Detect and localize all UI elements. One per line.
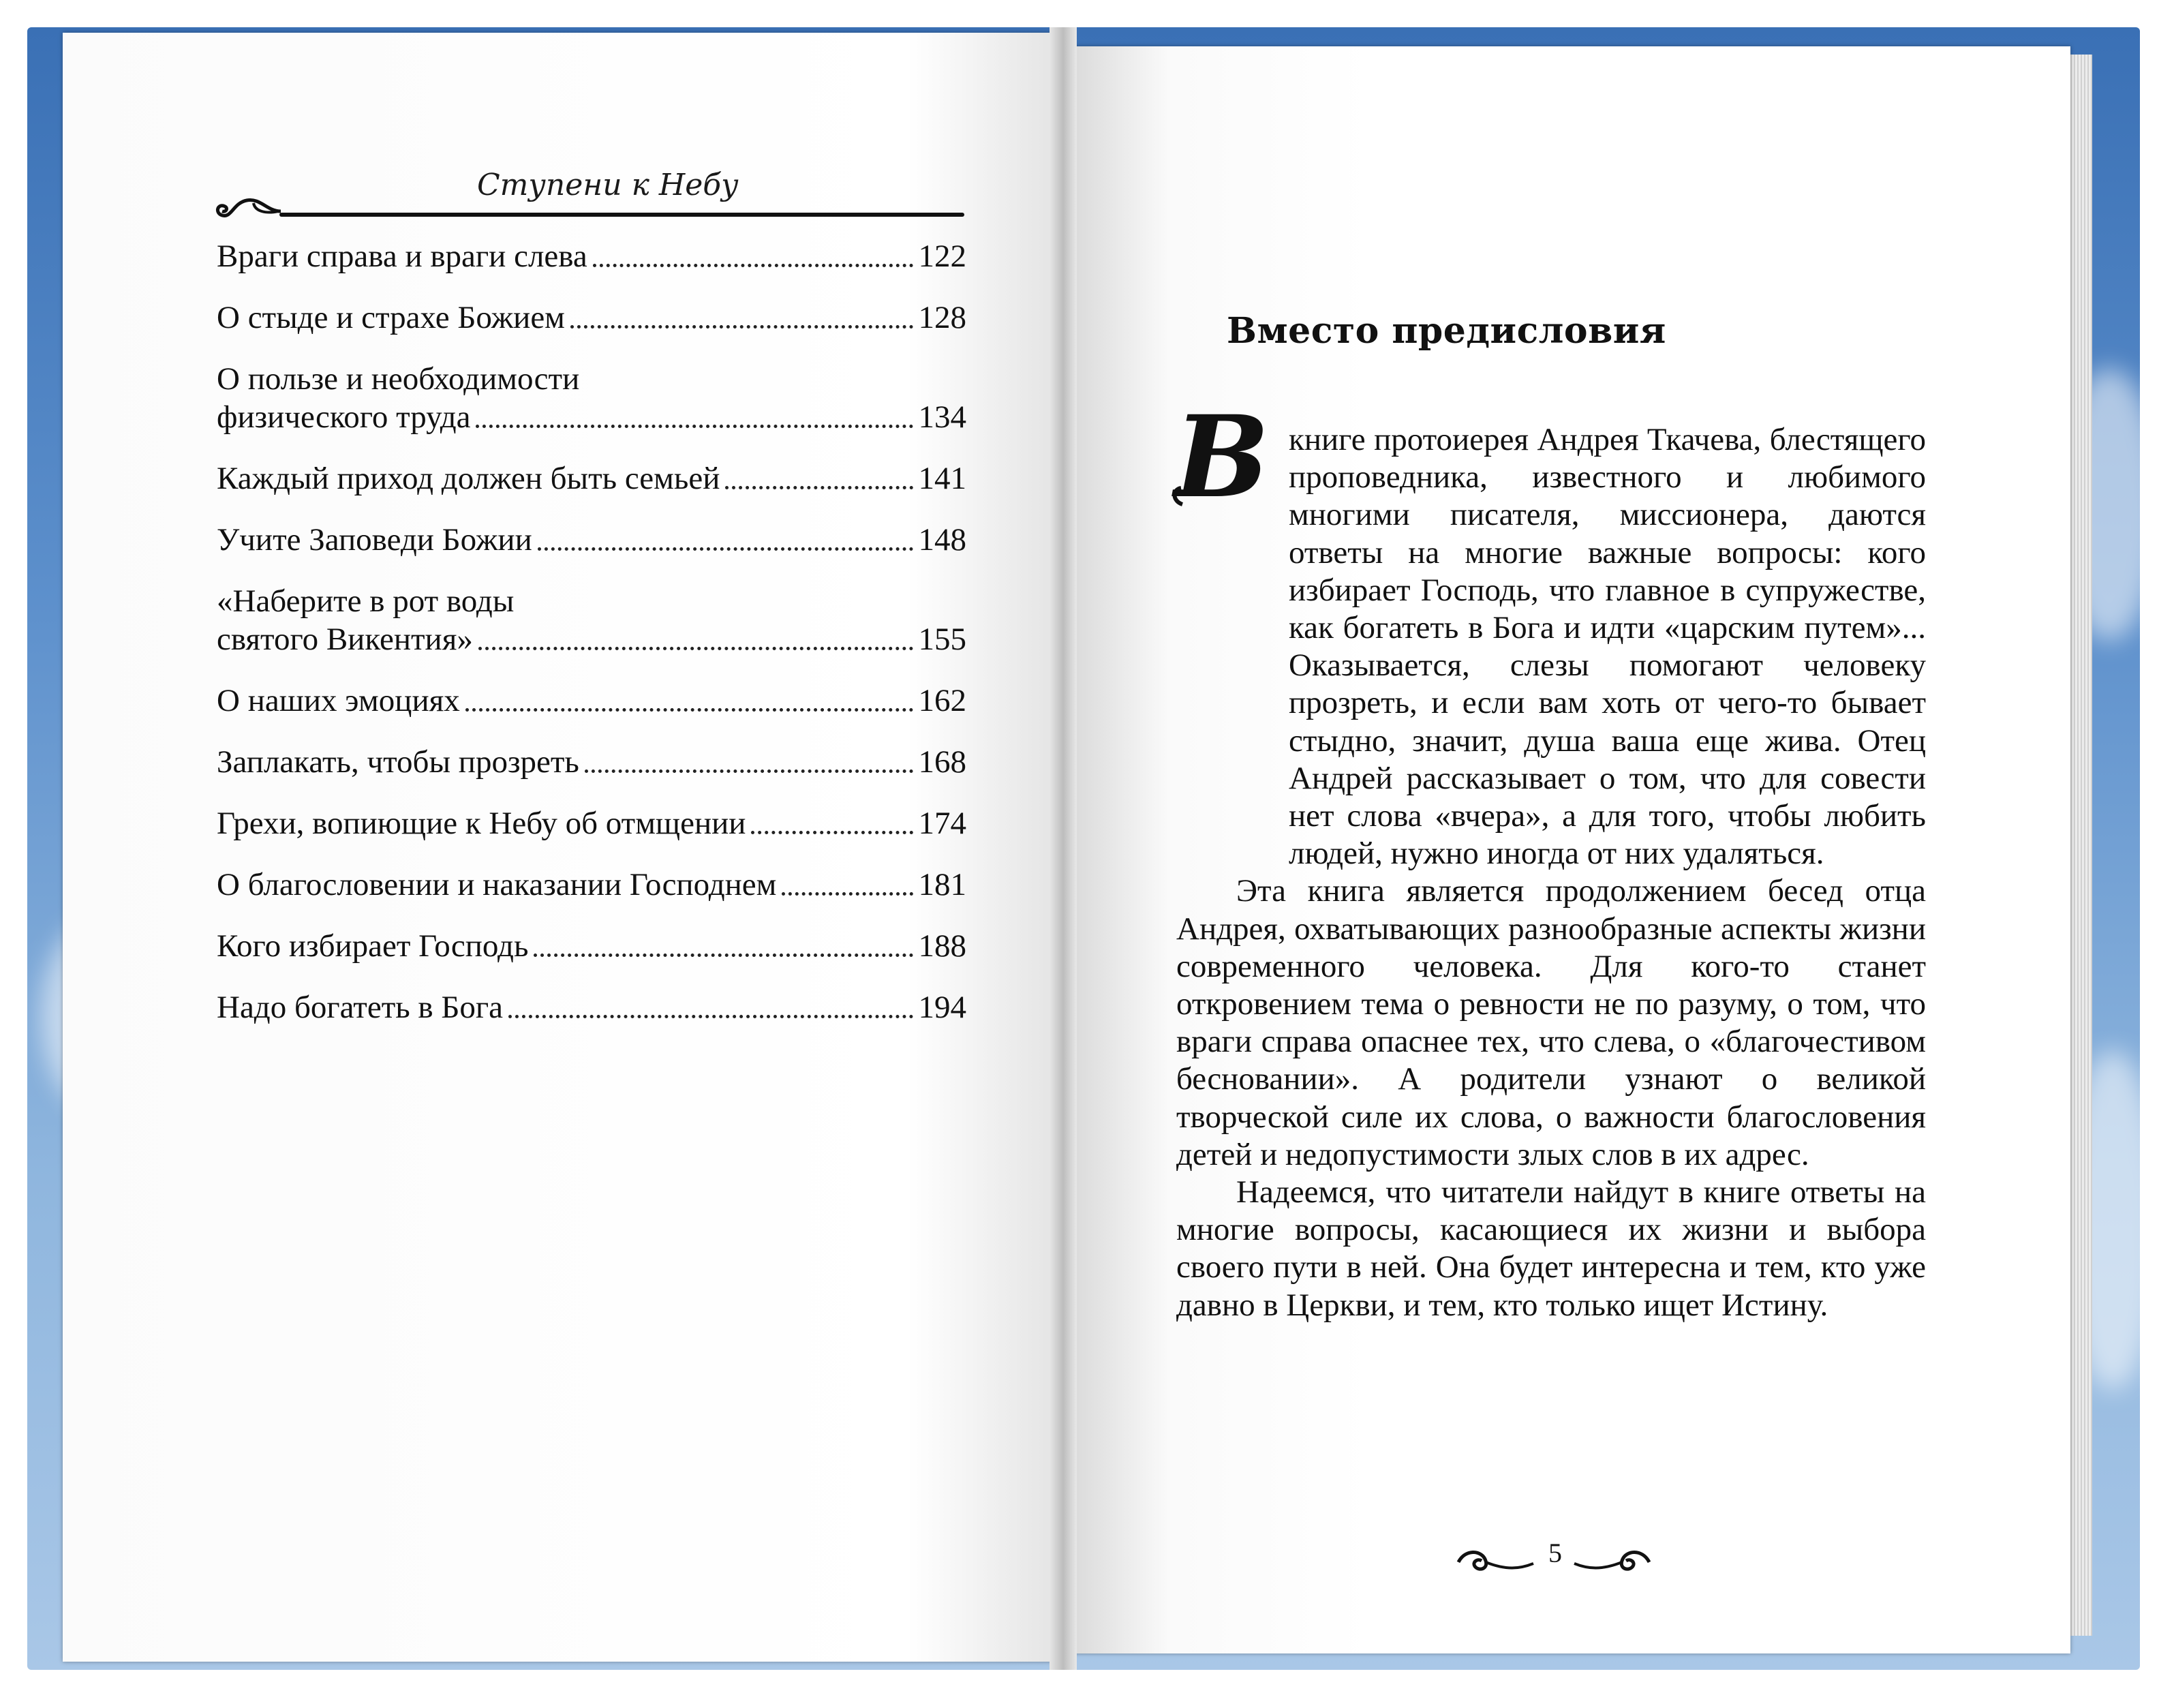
toc-entry-title: святого Викентия»: [217, 622, 473, 657]
book-gutter: [1050, 27, 1077, 1670]
toc-entry: [217, 804, 966, 842]
toc-page-number: 168: [918, 744, 966, 780]
paragraph: Надеемся, что читатели найдут в книге ответы на многие вопросы, касающиеся их жизни и выбора своего пути в ней. Она будет интересна и тем, кто уже давно в Церкви, и тем, кто только ищет Истину.: [1176, 1174, 1926, 1323]
toc-entry-title: О наших эмоциях: [217, 683, 460, 718]
toc-leader-dots: [570, 325, 913, 329]
header-rule: [279, 213, 964, 217]
section-title: Вместо предисловия: [1227, 310, 1666, 352]
toc-entry: [217, 237, 966, 275]
toc-leader-dots: [538, 547, 913, 551]
toc-page-number: 128: [918, 300, 966, 335]
toc-entry-title: Надо богатеть в Бога: [217, 990, 503, 1025]
toc-entry-title: О стыде и страхе Божием: [217, 300, 565, 335]
toc-entry-title: О благословении и наказании Господнем: [217, 867, 777, 902]
toc-page-number: 148: [918, 522, 966, 558]
toc-page-number: 194: [918, 990, 966, 1025]
toc-page-number: 122: [918, 239, 966, 274]
toc-leader-dots: [465, 708, 913, 712]
running-head: Ступени к Небу: [477, 168, 739, 202]
toc-entry: [217, 682, 966, 720]
toc-entry: [217, 582, 966, 658]
toc-entry-title: Каждый приход должен быть семьей: [217, 461, 720, 496]
toc-page-number: 162: [918, 683, 966, 718]
toc-entry: [217, 988, 966, 1026]
toc-page-number: 141: [918, 461, 966, 496]
toc-page-number: 181: [918, 867, 966, 902]
toc-entry-title: О пользе и необходимости: [217, 361, 580, 397]
toc-entry-title: физического труда: [217, 399, 471, 435]
toc-entry-title: Учите Заповеди Божии: [217, 522, 532, 558]
toc-page-number: 155: [918, 622, 966, 657]
toc-entry: [217, 299, 966, 337]
toc-leader-dots: [534, 954, 913, 957]
toc-entry-title: Грехи, вопиющие к Небу об отмщении: [217, 806, 746, 841]
toc-entry: [217, 927, 966, 965]
toc-leader-dots: [585, 769, 913, 773]
toc-entry: [217, 743, 966, 781]
toc-leader-dots: [593, 264, 913, 267]
paragraph: книге протоиерея Андрея Ткачева, блестящего проповедника, известного и любимого многими писателя, миссионера, даются ответы на многие важные вопросы: кого избирает Господь, что главное в супружестве, как богатеть в Бога и идти «царским путем»... Оказывается, слезы помогают человеку прозреть, и если вам хоть от чего-то бывает стыдно, значит, душа ваша еще жива. Отец Андрей рассказывает о том, что для совести нет слова «вчера», а для того, чтобы любить людей, нужно иногда от них удаляться.: [1289, 422, 1926, 872]
toc-entry-title: Заплакать, чтобы прозреть: [217, 744, 579, 780]
toc-page-number: 188: [918, 928, 966, 964]
preface-body: [1176, 421, 1926, 1324]
toc-entry: [217, 521, 966, 559]
toc-leader-dots: [751, 831, 913, 834]
toc-page-number: 134: [918, 399, 966, 435]
toc-leader-dots: [782, 892, 913, 896]
toc-leader-dots: [725, 486, 913, 489]
toc-entry: [217, 360, 966, 436]
toc-leader-dots: [478, 647, 913, 650]
flourish-ornament-icon: [213, 191, 288, 225]
table-of-contents: [217, 237, 966, 1050]
toc-entry: [217, 866, 966, 904]
toc-leader-dots: [508, 1015, 913, 1018]
toc-entry-title: Враги справа и враги слева: [217, 239, 587, 274]
svg-text:В: В: [1174, 409, 1270, 511]
page-number: 5: [1548, 1538, 1562, 1568]
toc-entry: [217, 459, 966, 498]
toc-entry-title: «Наберите в рот воды: [217, 583, 515, 619]
toc-entry-title: Кого избирает Господь: [217, 928, 529, 964]
toc-page-number: 174: [918, 806, 966, 841]
paragraph: Эта книга является продолжением бесед отца Андрея, охватывающих разнообразные аспекты жизни современного человека. Для кого-то станет откровением тема о ревности не по разуму, о том, что враги справа опаснее тех, что слева, о «благочестивом бесновании». А родители узнают о великой творческой силе их слова, о важности благословения детей и недопустимости злых слов в их адрес.: [1176, 873, 1926, 1172]
toc-leader-dots: [476, 425, 913, 428]
